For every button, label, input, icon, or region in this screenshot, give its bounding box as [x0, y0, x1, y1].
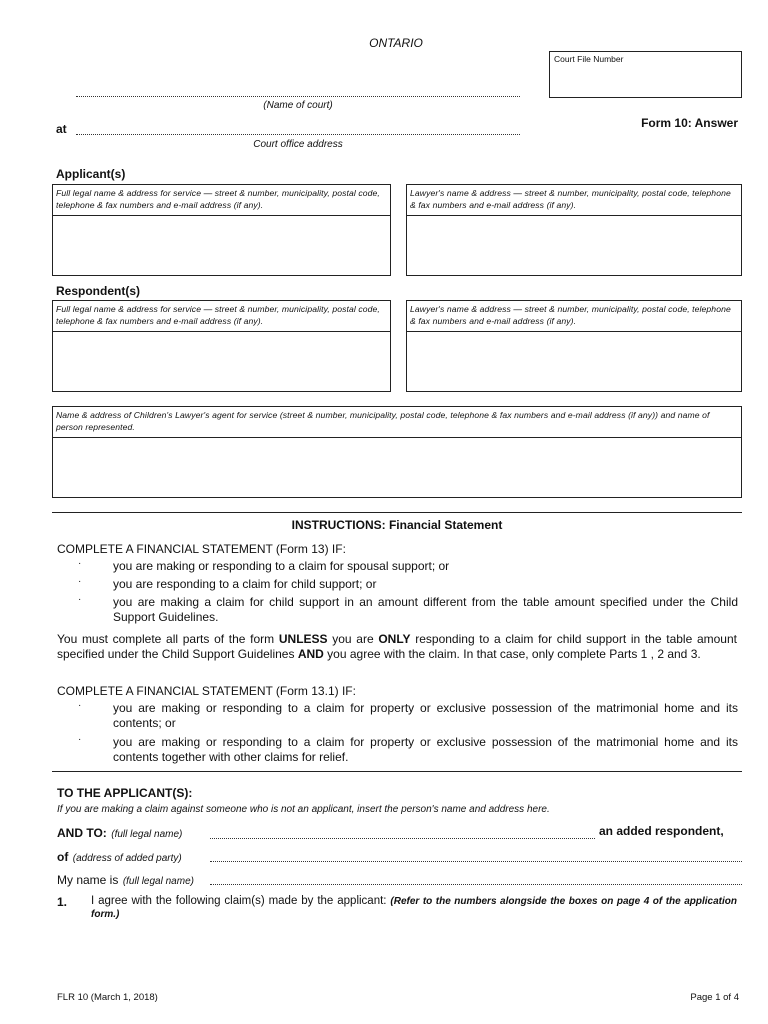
- respondents-heading: Respondent(s): [56, 284, 140, 298]
- my-name-hint: (full legal name): [122, 876, 194, 887]
- applicant-party-box-label: Full legal name & address for service — street & number, municipality, postal code, telephone & fax numbers and e-mail address (if any).: [53, 185, 390, 216]
- bullet-text: you are making or responding to a claim for property or exclusive possession of the matrimonial home and its contents together with other claims for relief.: [113, 735, 738, 764]
- bullet-text: you are responding to a claim for child support; or: [113, 577, 377, 591]
- paragraph-emphasis: AND: [297, 646, 324, 661]
- paragraph-emphasis: ONLY: [378, 632, 411, 646]
- respondent-lawyer-box[interactable]: [406, 300, 742, 392]
- of-row: [57, 848, 182, 866]
- bullet-text: you are making or responding to a claim for spousal support; or: [113, 559, 450, 573]
- item1-hint: (Refer to the numbers alongside the boxes on page 4 of the application form.): [91, 896, 737, 920]
- respondent-lawyer-box-label: Lawyer's name & address — street & number, municipality, postal code, telephone & fax numbers and e-mail address (if any).: [407, 301, 741, 332]
- added-respondent-label: an added respondent,: [599, 824, 724, 838]
- to-applicant-note: If you are making a claim against someone who is not an applicant, insert the person's name and address here.: [57, 804, 550, 815]
- added-party-address-field[interactable]: [210, 861, 742, 862]
- respondent-party-box[interactable]: [52, 300, 391, 392]
- court-name-caption: (Name of court): [263, 100, 333, 111]
- divider-to-applicant: [52, 771, 742, 772]
- paragraph-text: responding to a claim for child support in the table amount specified under the Child Support Guidelines: [57, 632, 737, 661]
- court-address-field[interactable]: [76, 134, 520, 135]
- applicants-heading: Applicant(s): [56, 167, 126, 181]
- court-address-caption: Court office address: [253, 139, 343, 150]
- my-name-field[interactable]: [210, 884, 742, 885]
- divider-instructions: [52, 512, 742, 513]
- my-name-row: [57, 871, 194, 889]
- court-name-field[interactable]: [76, 96, 520, 97]
- court-file-number-box[interactable]: [549, 51, 742, 98]
- applicant-lawyer-box[interactable]: [406, 184, 742, 276]
- paragraph-text: You must complete all parts of the form: [57, 632, 279, 646]
- at-label: at: [56, 122, 67, 136]
- childrens-lawyer-box-label: Name & address of Children's Lawyer's agent for service (street & number, municipality, postal code, telephone & fax numbers and e-mail address (if any)) and name of person represented.: [53, 407, 741, 438]
- and-to-hint: (full legal name): [111, 829, 183, 840]
- respondent-party-box-label: Full legal name & address for service — street & number, municipality, postal code, telephone & fax numbers and e-mail address (if any).: [53, 301, 390, 332]
- unless-paragraph: [57, 632, 737, 661]
- bullet-dot: ·: [78, 576, 82, 587]
- form131-heading: COMPLETE A FINANCIAL STATEMENT (Form 13.1) IF:: [57, 684, 356, 698]
- bullet-dot: ·: [78, 734, 82, 745]
- applicant-party-box[interactable]: [52, 184, 391, 276]
- court-file-number-label: Court File Number: [554, 54, 624, 64]
- instructions-title: INSTRUCTIONS: Financial Statement: [291, 518, 503, 532]
- bullet-dot: ·: [78, 700, 82, 711]
- item1-number: 1.: [57, 895, 68, 909]
- item1-text: [91, 895, 737, 921]
- added-respondent-name-field[interactable]: [210, 838, 595, 839]
- paragraph-text: you agree with the claim. In that case, only complete Parts 1 , 2 and 3.: [323, 646, 701, 661]
- page-number: Page 1 of 4: [690, 992, 739, 1003]
- bullet-dot: ·: [78, 594, 82, 605]
- form-id-footer: FLR 10 (March 1, 2018): [57, 992, 158, 1003]
- applicant-lawyer-box-label: Lawyer's name & address — street & number, municipality, postal code, telephone & fax numbers and e-mail address (if any).: [407, 185, 741, 216]
- item1-statement: I agree with the following claim(s) made by the applicant:: [91, 895, 391, 907]
- of-hint: (address of added party): [72, 853, 182, 864]
- to-applicant-heading: TO THE APPLICANT(S):: [57, 786, 193, 800]
- bullet-text: you are making a claim for child support in an amount different from the table amount specified under the Child Support Guidelines.: [113, 595, 738, 624]
- and-to-row: [57, 824, 182, 842]
- bullet-dot: ·: [78, 558, 82, 569]
- childrens-lawyer-box[interactable]: [52, 406, 742, 498]
- paragraph-text: you are: [327, 632, 379, 646]
- of-label: of: [57, 850, 69, 864]
- form-title: Form 10: Answer: [641, 116, 738, 130]
- and-to-label: AND TO:: [57, 826, 107, 840]
- form13-heading: COMPLETE A FINANCIAL STATEMENT (Form 13) IF:: [57, 542, 346, 556]
- bullet-text: you are making or responding to a claim for property or exclusive possession of the matrimonial home and its contents; or: [113, 701, 738, 730]
- paragraph-emphasis: UNLESS: [278, 632, 328, 646]
- my-name-label: My name is: [57, 873, 119, 887]
- province-heading: ONTARIO: [369, 36, 423, 50]
